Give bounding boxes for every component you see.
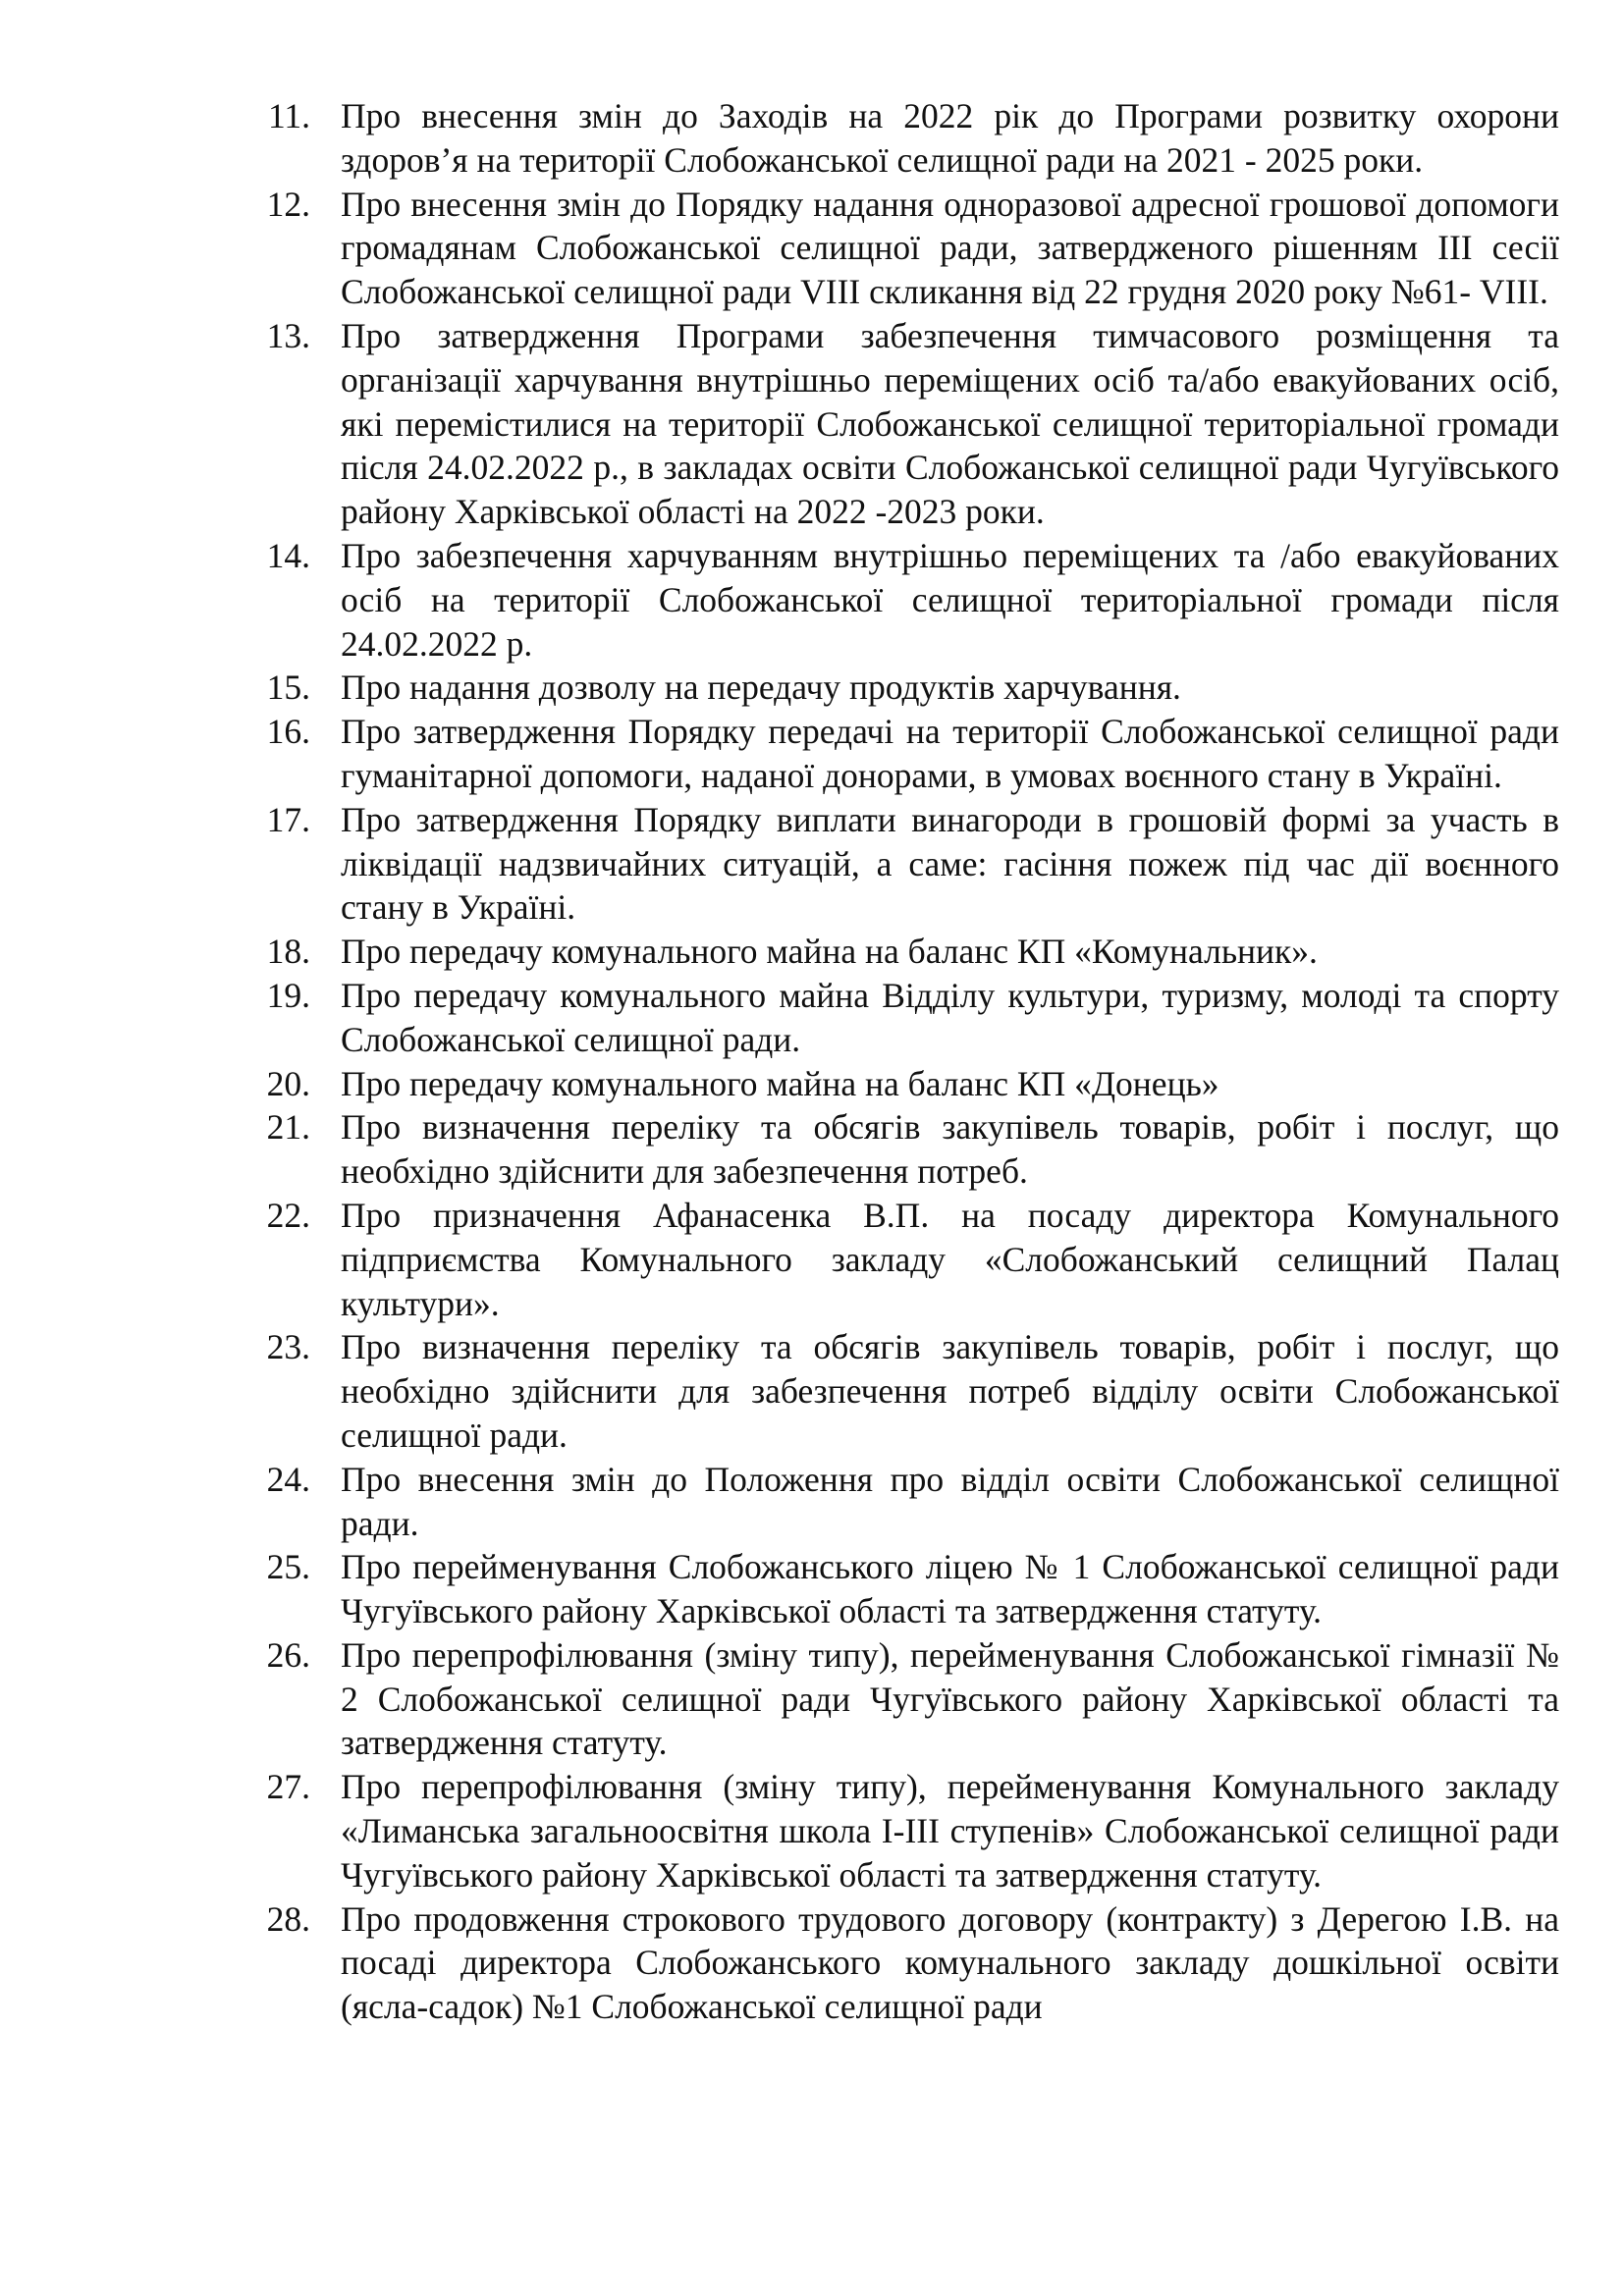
list-item xyxy=(224,534,1559,666)
item-number: 23. xyxy=(266,1327,310,1367)
item-text: Про передачу комунального майна на баланс КП «Донець» xyxy=(341,1063,1219,1103)
item-text: Про внесення змін до Заходів на 2022 рік до Програми розвитку охорони здоров’я на території Слобожанської селищної ради на 2021 - 2025 роки. xyxy=(341,96,1559,180)
item-text: Про внесення змін до Порядку надання одноразової адресної грошової допомоги громадянам Слобожанської селищної ради, затвердженого рішенням ІІІ сесії Слобожанської селищної ради VIII скликання від 22 грудня 2020 року №61- VIII. xyxy=(341,184,1559,312)
item-text: Про призначення Афанасенка В.П. на посаду директора Комунального підприємства Комунального закладу «Слобожанський селищний Палац культури». xyxy=(341,1195,1559,1323)
item-number: 14. xyxy=(266,535,310,575)
list-item xyxy=(224,1897,1559,2029)
item-text: Про перепрофілювання (зміну типу), перейменування Слобожанської гімназії № 2 Слобожанської селищної ради Чугуївського району Харківської області та затвердження статуту. xyxy=(341,1634,1559,1763)
item-number: 13. xyxy=(266,315,310,355)
item-text: Про затвердження Порядку передачі на території Слобожанської селищної ради гуманітарної допомоги, наданої донорами, в умовах воєнного стану в Україні. xyxy=(341,712,1559,795)
list-item xyxy=(224,1194,1559,1325)
item-number: 18. xyxy=(266,932,310,972)
list-item xyxy=(224,94,1559,183)
item-text: Про продовження строкового трудового договору (контракту) з Дерегою І.В. на посаді директора Слобожанського комунального закладу дошкільної освіти (ясла-садок) №1 Слобожанської селищної ради xyxy=(341,1898,1559,2027)
list-item xyxy=(224,1458,1559,1546)
item-number: 20. xyxy=(266,1063,310,1103)
item-text: Про затвердження Порядку виплати винагороди в грошовій формі за участь в ліквідації надзвичайних ситуацій, а саме: гасіння пожеж під час дії воєнного стану в Україні. xyxy=(341,799,1559,928)
agenda-list xyxy=(224,94,1559,2029)
list-item xyxy=(224,1545,1559,1633)
list-item xyxy=(224,1325,1559,1457)
item-text: Про передачу комунального майна Відділу культури, туризму, молоді та спорту Слобожанської селищної ради. xyxy=(341,975,1559,1059)
item-number: 12. xyxy=(266,184,310,224)
list-item xyxy=(224,666,1559,710)
list-item xyxy=(224,930,1559,974)
item-number: 25. xyxy=(266,1547,310,1587)
list-item xyxy=(224,314,1559,534)
item-text: Про надання дозволу на передачу продуктів харчування. xyxy=(341,667,1181,708)
item-number: 26. xyxy=(266,1634,310,1675)
item-text: Про внесення змін до Положення про відділ освіти Слобожанської селищної ради. xyxy=(341,1459,1559,1543)
list-item xyxy=(224,974,1559,1062)
item-text: Про забезпечення харчуванням внутрішньо переміщених та /або евакуйованих осіб на території Слобожанської селищної територіальної громади після 24.02.2022 р. xyxy=(341,535,1559,664)
item-number: 15. xyxy=(266,667,310,708)
list-item xyxy=(224,1062,1559,1106)
list-item xyxy=(224,1633,1559,1765)
item-number: 21. xyxy=(266,1107,310,1148)
item-number: 24. xyxy=(266,1459,310,1499)
list-item xyxy=(224,183,1559,314)
list-item xyxy=(224,1765,1559,1896)
item-number: 16. xyxy=(266,712,310,752)
item-number: 27. xyxy=(266,1767,310,1807)
list-item xyxy=(224,798,1559,930)
item-number: 19. xyxy=(266,975,310,1015)
item-number: 11. xyxy=(267,96,310,135)
item-text: Про затвердження Програми забезпечення тимчасового розміщення та організації харчування внутрішньо переміщених осіб та/або евакуйованих осіб, які перемістилися на території Слобожанської селищної територіальної громади після 24.02.2022 р., в закладах освіти Слобожанської селищної ради Чугуївського району Харківської області на 2022 -2023 роки. xyxy=(341,315,1559,532)
item-text: Про визначення переліку та обсягів закупівель товарів, робіт і послуг, що необхідно здійснити для забезпечення потреб. xyxy=(341,1107,1559,1192)
item-text: Про визначення переліку та обсягів закупівель товарів, робіт і послуг, що необхідно здійснити для забезпечення потреб відділу освіти Слобожанської селищної ради. xyxy=(341,1327,1559,1455)
item-number: 22. xyxy=(266,1195,310,1235)
item-number: 17. xyxy=(266,799,310,839)
item-number: 28. xyxy=(266,1898,310,1939)
item-text: Про перепрофілювання (зміну типу), перейменування Комунального закладу «Лиманська загальноосвітня школа І-ІІІ ступенів» Слобожанської селищної ради Чугуївського району Харківської області та затвердження статуту. xyxy=(341,1767,1559,1895)
item-text: Про перейменування Слобожанського ліцею № 1 Слобожанської селищної ради Чугуївського району Харківської області та затвердження статуту. xyxy=(341,1547,1559,1631)
list-item xyxy=(224,1105,1559,1194)
list-item xyxy=(224,710,1559,798)
item-text: Про передачу комунального майна на баланс КП «Комунальник». xyxy=(341,932,1318,972)
